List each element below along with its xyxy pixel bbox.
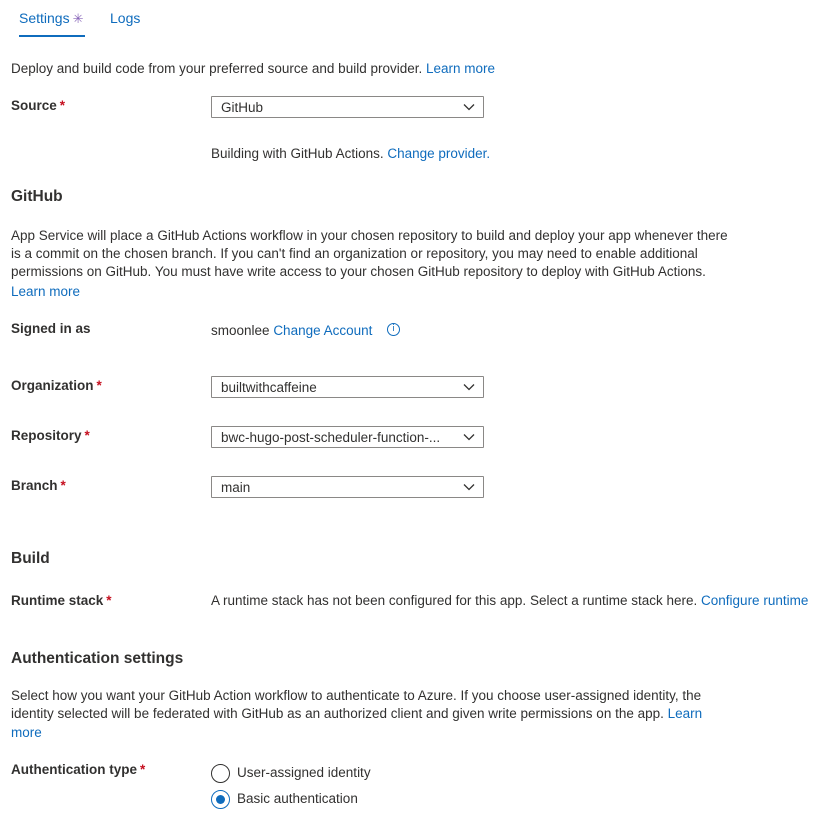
auth-learn-more-link[interactable]: Learn — [667, 706, 703, 721]
chevron-down-icon — [463, 433, 475, 441]
change-provider-link[interactable]: Change provider. — [387, 146, 491, 161]
runtime-stack-text: A runtime stack has not been configured for this app. Select a runtime stack here. — [211, 593, 698, 608]
organization-dropdown[interactable] — [211, 376, 484, 398]
auth-type-label-text: Authentication type — [11, 762, 138, 777]
organization-label-text: Organization — [11, 378, 94, 393]
radio-selected-dot — [216, 795, 225, 804]
repository-label — [11, 428, 90, 443]
source-label — [11, 98, 65, 113]
branch-label — [11, 478, 66, 493]
auth-heading: Authentication settings — [11, 650, 184, 667]
github-description-line-1: App Service will place a GitHub Actions workflow in your chosen repository to build and deploy your app whenever there — [11, 228, 728, 243]
github-description-line-2: is a commit on the chosen branch. If you can't find an organization or repository, you may need to enable additional — [11, 246, 698, 261]
required-marker: * — [84, 428, 90, 443]
chevron-down-icon — [463, 483, 475, 491]
required-marker: * — [106, 593, 112, 608]
branch-value: main — [221, 480, 251, 495]
intro-text — [11, 59, 495, 78]
info-icon[interactable]: i — [387, 323, 400, 336]
branch-label-text: Branch — [11, 478, 58, 493]
intro-learn-more-link[interactable]: Learn more — [426, 61, 496, 76]
github-learn-more-link[interactable]: Learn more — [11, 284, 81, 299]
repository-dropdown[interactable] — [211, 426, 484, 448]
required-marker: * — [60, 478, 66, 493]
runtime-stack-label-text: Runtime stack — [11, 593, 104, 608]
chevron-down-icon — [463, 103, 475, 111]
auth-type-label — [11, 762, 145, 777]
github-description-line-3: permissions on GitHub. You must have write access to your chosen GitHub repository to deploy with GitHub Actions. — [11, 264, 706, 279]
chevron-down-icon — [463, 383, 475, 391]
required-marker: * — [140, 762, 146, 777]
radio-basic-authentication[interactable] — [211, 790, 230, 809]
required-marker: * — [96, 378, 102, 393]
configure-runtime-link[interactable]: Configure runtime — [701, 593, 809, 608]
tab-settings-label: Settings — [19, 10, 70, 26]
source-value: GitHub — [221, 100, 264, 115]
github-heading: GitHub — [11, 188, 63, 205]
repository-value: bwc-hugo-post-scheduler-function-... — [221, 430, 441, 445]
auth-description-line-2 — [11, 704, 702, 723]
signed-in-user: smoonlee — [211, 323, 270, 338]
radio-user-assigned-identity[interactable] — [211, 764, 230, 783]
provider-note-text: Building with GitHub Actions. — [211, 146, 384, 161]
signed-in-label: Signed in as — [11, 321, 91, 336]
signed-in-value — [211, 323, 372, 338]
provider-note — [211, 146, 490, 161]
auth-description-line-2-text: identity selected will be federated with GitHub as an authorized client and given write permissions on the app. — [11, 706, 664, 721]
source-dropdown[interactable] — [211, 96, 484, 118]
runtime-stack-value — [211, 593, 808, 608]
change-account-link[interactable]: Change Account — [273, 323, 373, 338]
intro-description: Deploy and build code from your preferred source and build provider. — [11, 61, 423, 76]
auth-description-line-1: Select how you want your GitHub Action workflow to authenticate to Azure. If you choose user-assigned identity, the — [11, 688, 702, 703]
tab-logs[interactable]: Logs — [110, 10, 141, 26]
radio-user-assigned-identity-label[interactable]: User-assigned identity — [237, 765, 371, 780]
branch-dropdown[interactable] — [211, 476, 484, 498]
auth-learn-more-link-continued[interactable]: more — [11, 725, 42, 740]
source-label-text: Source — [11, 98, 57, 113]
organization-value: builtwithcaffeine — [221, 380, 317, 395]
active-tab-indicator — [19, 35, 85, 37]
repository-label-text: Repository — [11, 428, 82, 443]
radio-basic-authentication-label[interactable]: Basic authentication — [237, 791, 358, 806]
organization-label — [11, 378, 102, 393]
tab-settings[interactable] — [19, 8, 84, 28]
runtime-stack-label — [11, 593, 112, 608]
build-heading: Build — [11, 550, 50, 567]
required-marker: * — [59, 98, 66, 113]
unsaved-changes-marker: ✳ — [72, 11, 84, 26]
